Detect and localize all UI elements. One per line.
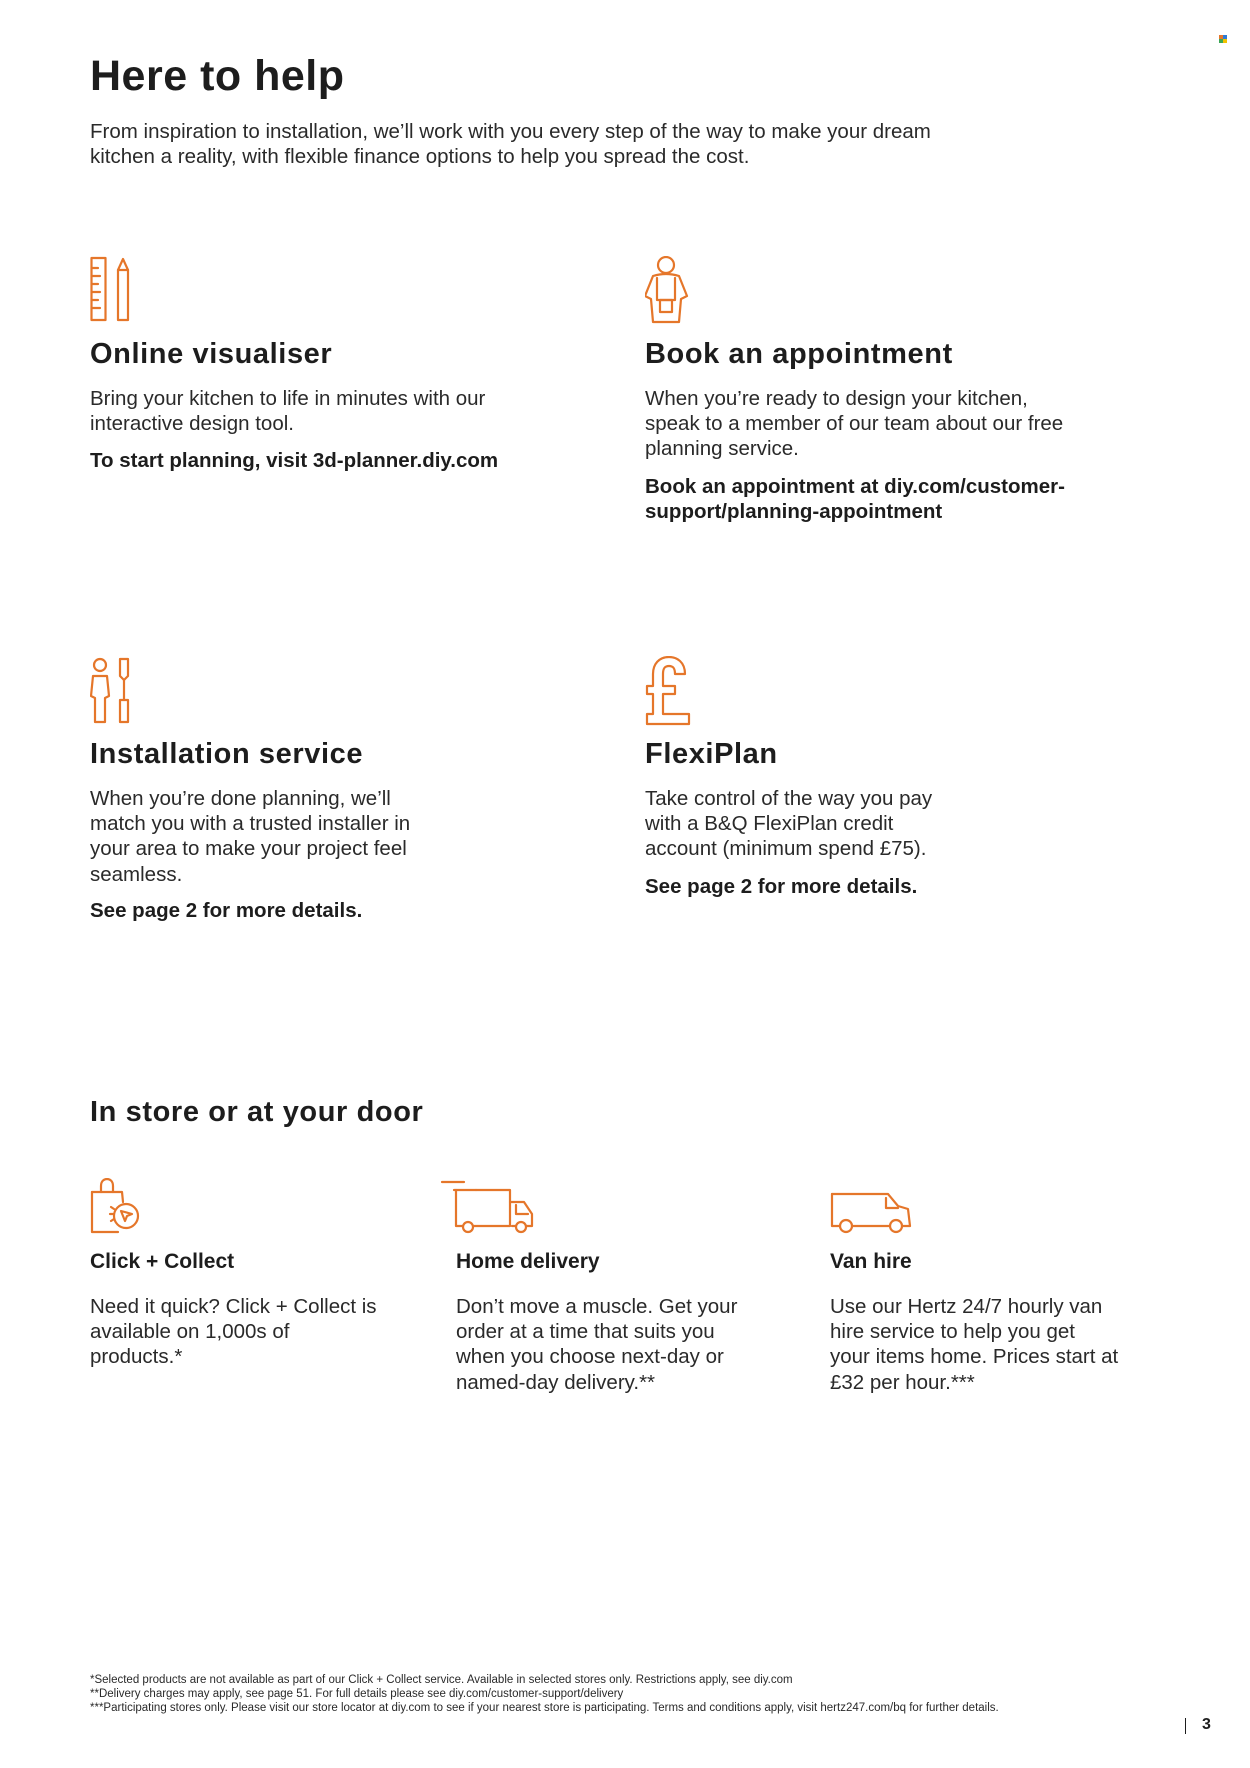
brand-mark xyxy=(1219,35,1228,43)
footnotes xyxy=(90,1673,1130,1715)
installer-screwdriver-icon xyxy=(90,656,134,731)
service-installation xyxy=(90,656,560,936)
service-description: When you’re done planning, we’ll match you with a trusted installer in your area to make your project feel seamless. xyxy=(90,787,411,886)
option-description: Don’t move a muscle. Get your order at a time that suits you when you choose next-day or named-day delivery.** xyxy=(456,1295,738,1394)
service-description: Take control of the way you pay with a B&Q FlexiPlan credit account (minimum spend £75). xyxy=(645,787,933,861)
service-title: FlexiPlan xyxy=(645,738,778,770)
option-description: Need it quick? Click + Collect is available on 1,000s of products.* xyxy=(90,1295,377,1369)
installation-details-link[interactable]: See page 2 for more details. xyxy=(90,899,363,922)
page-divider xyxy=(1185,1718,1186,1734)
option-title: Van hire xyxy=(830,1250,912,1273)
service-online-visualiser xyxy=(90,256,560,496)
footnote: **Delivery charges may apply, see page 51. For full details please see diy.com/customer-support/delivery xyxy=(90,1688,624,1700)
option-title: Home delivery xyxy=(456,1250,600,1273)
option-description: Use our Hertz 24/7 hourly van hire service to help you get your items home. Prices start at £32 per hour.*** xyxy=(830,1295,1119,1394)
visualiser-link[interactable]: To start planning, visit 3d-planner.diy.com xyxy=(90,449,499,472)
ruler-pencil-icon xyxy=(90,256,134,329)
page-title: Here to help xyxy=(90,52,345,100)
appointment-link[interactable]: Book an appointment at diy.com/customer-support/planning-appointment xyxy=(645,475,1065,524)
footnote: *Selected products are not available as part of our Click + Collect service. Available in selected stores only. Restrictions apply, see diy.com xyxy=(90,1674,793,1686)
service-description: Bring your kitchen to life in minutes with our interactive design tool. xyxy=(90,387,486,436)
service-description: When you’re ready to design your kitchen, speak to a member of our team about our free planning service. xyxy=(645,387,1064,461)
staff-apron-icon xyxy=(645,256,689,331)
section-title: In store or at your door xyxy=(90,1096,424,1128)
van-icon xyxy=(830,1192,912,1239)
shopping-bag-icon xyxy=(90,1178,140,1239)
footnote: ***Participating stores only. Please visit our store locator at diy.com to see if your nearest store is participating. Terms and conditions apply, visit hertz247.com/bq for further details. xyxy=(90,1702,999,1714)
delivery-truck-icon xyxy=(440,1180,536,1239)
service-book-appointment xyxy=(645,256,1115,536)
service-title: Book an appointment xyxy=(645,338,953,370)
pound-sign-icon xyxy=(645,656,691,731)
service-title: Online visualiser xyxy=(90,338,333,370)
flexiplan-details-link[interactable]: See page 2 for more details. xyxy=(645,875,918,898)
service-title: Installation service xyxy=(90,738,364,770)
page-number: 3 xyxy=(1202,1716,1211,1733)
option-title: Click + Collect xyxy=(90,1250,235,1273)
service-flexiplan xyxy=(645,656,1115,916)
intro-text: From inspiration to installation, we’ll work with you every step of the way to make your dream kitchen a reality, with flexible finance options to help you spread the cost. xyxy=(90,120,931,168)
